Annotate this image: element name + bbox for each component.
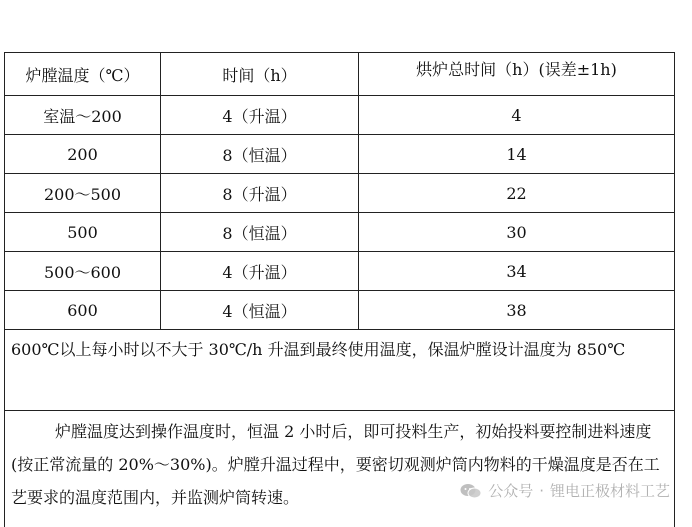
header-total-time: 烘炉总时间（h）(误差±1h) [359, 53, 675, 96]
note-text: 600℃以上每小时以不大于 30℃/h 升温到最终使用温度，保温炉膛设计温度为 850℃ [5, 330, 675, 411]
cell-temp: 室温～200 [5, 96, 161, 135]
watermark-prefix: 公众号 [488, 480, 533, 501]
cell-temp: 200～500 [5, 174, 161, 213]
cell-time: 8（升温） [161, 174, 359, 213]
cell-total: 4 [359, 96, 675, 135]
cell-total: 30 [359, 213, 675, 252]
cell-total: 34 [359, 252, 675, 291]
header-time: 时间（h） [161, 53, 359, 96]
baking-schedule-table [4, 52, 675, 527]
wechat-icon [460, 483, 482, 499]
cell-temp: 500 [5, 213, 161, 252]
cell-time: 8（恒温） [161, 213, 359, 252]
note-row-heating-above-600 [5, 330, 675, 411]
cell-time: 8（恒温） [161, 135, 359, 174]
cell-total: 22 [359, 174, 675, 213]
wechat-watermark [460, 480, 670, 501]
watermark-account-name: 锂电正极材料工艺 [550, 480, 670, 501]
table-row [5, 213, 675, 252]
table-row [5, 252, 675, 291]
cell-temp: 500～600 [5, 252, 161, 291]
cell-temp: 600 [5, 291, 161, 330]
cell-temp: 200 [5, 135, 161, 174]
table-header-row [5, 53, 675, 96]
watermark-dot: · [539, 482, 544, 500]
oven-table-wrap [4, 52, 674, 527]
header-furnace-temp: 炉膛温度（℃） [5, 53, 161, 96]
note-row-feeding [5, 411, 675, 527]
cell-time: 4（恒温） [161, 291, 359, 330]
table-row [5, 135, 675, 174]
cell-time: 4（升温） [161, 252, 359, 291]
cell-time: 4（升温） [161, 96, 359, 135]
table-row [5, 291, 675, 330]
note-cell [5, 411, 675, 527]
cell-total: 38 [359, 291, 675, 330]
cell-total: 14 [359, 135, 675, 174]
note-text: 炉膛温度达到操作温度时，恒温 2 小时后，即可投料生产，初始投料要控制进料速度(按正常流量的 20%～30%)。炉膛升温过程中，要密切观测炉筒内物料的干燥温度是否在工艺要求的温度范围内，并监测炉筒转速。 [11, 422, 660, 507]
table-row [5, 174, 675, 213]
table-row [5, 96, 675, 135]
